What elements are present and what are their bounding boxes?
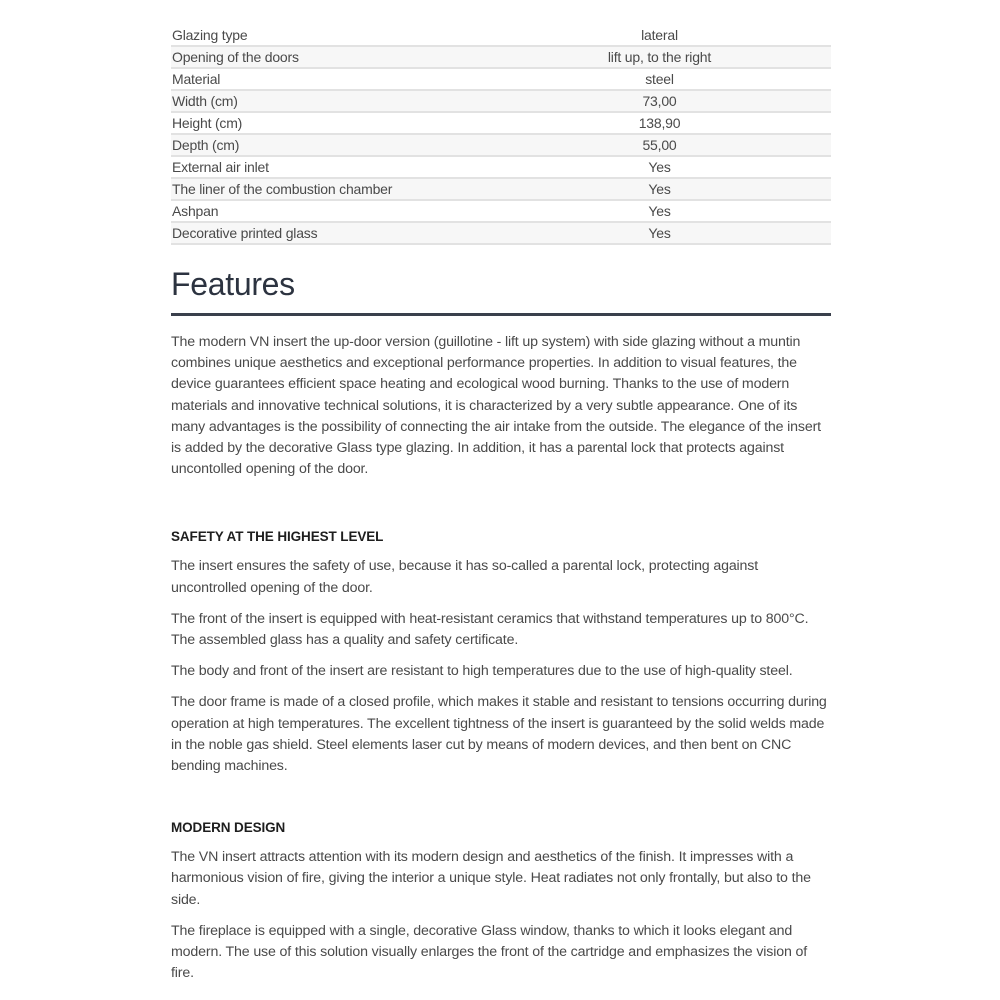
spec-label: Opening of the doors — [171, 46, 502, 68]
section-title: MODERN DESIGN — [171, 820, 286, 836]
spec-label: Material — [172, 71, 221, 87]
features-intro: The modern VN insert the up-door version (guillotine - lift up system) with side glazing without a muntin combines unique aesthetics and exceptional performance properties. In addition to visual features, the device guarantees efficient space heating and ecological wood burning. Thanks to the use of modern materials and innovative technical solutions, it is characterized by a very subtle appearance. One of its many advantages is the possibility of connecting the air intake from the outside. The elegance of the insert is added by the decorative Glass type glazing. In addition, it has a parental lock that protects against uncontolled opening of the door. — [171, 334, 821, 478]
section-paragraph: The VN insert attracts attention with its modern design and aesthetics of the finish. It impresses with a harmonious vision of fire, giving the interior a unique style. Heat radiates not only frontally, but also to the side. — [171, 849, 811, 908]
spec-label: Depth (cm) — [171, 134, 502, 156]
heading-divider — [171, 313, 831, 316]
table-row — [171, 156, 831, 178]
spec-label: Height (cm) — [172, 115, 243, 131]
spec-label: Decorative printed glass — [171, 222, 502, 244]
spec-value: lift up, to the right — [607, 49, 712, 65]
spec-label: The liner of the combustion chamber — [171, 178, 502, 200]
table-row — [171, 112, 831, 134]
spec-label: Width (cm) — [171, 90, 502, 112]
spec-value: 73,00 — [642, 93, 677, 109]
spec-value: Yes — [648, 159, 671, 175]
spec-value: Yes — [648, 203, 671, 219]
section-paragraph: The body and front of the insert are resistant to high temperatures due to the use of high-quality steel. — [171, 663, 793, 680]
table-row — [171, 222, 831, 244]
table-row — [171, 46, 831, 68]
spec-label: External air inlet — [172, 159, 269, 175]
product-description — [171, 24, 831, 984]
table-row — [171, 68, 831, 90]
table-row — [171, 134, 831, 156]
spec-value: 55,00 — [642, 137, 677, 153]
spec-value: lateral — [641, 26, 678, 43]
section-paragraph: The insert ensures the safety of use, because it has so-called a parental lock, protecting against uncontrolled opening of the door. — [171, 558, 759, 596]
section-modern-design — [171, 819, 831, 984]
spec-value: Yes — [648, 181, 671, 197]
spec-value: steel — [645, 71, 674, 87]
features-heading: Features — [171, 266, 295, 302]
table-row — [171, 178, 831, 200]
table-row — [171, 200, 831, 222]
spec-value: Yes — [648, 225, 671, 241]
table-row — [171, 90, 831, 112]
section-paragraph: The fireplace is equipped with a single, decorative Glass window, thanks to which it looks elegant and modern. The use of this solution visually enlarges the front of the cartridge and emphasizes the vision of fire. — [171, 922, 808, 982]
section-title: SAFETY AT THE HIGHEST LEVEL — [171, 529, 384, 545]
specifications-table — [171, 24, 831, 245]
spec-value: 138,90 — [638, 115, 681, 131]
section-safety — [171, 528, 831, 777]
spec-label: Ashpan — [172, 203, 219, 219]
spec-label: Glazing type — [172, 26, 248, 43]
table-row — [171, 24, 831, 46]
section-paragraph: The door frame is made of a closed profile, which makes it stable and resistant to tensions occurring during operation at high temperatures. The excellent tightness of the insert is guaranteed by the solid welds made in the noble gas shield. Steel elements laser cut by means of modern devices, and then bent on CNC bending machines. — [171, 694, 827, 775]
section-paragraph: The front of the insert is equipped with heat-resistant ceramics that withstand temperatures up to 800°C. The assembled glass has a quality and safety certificate. — [171, 610, 809, 649]
